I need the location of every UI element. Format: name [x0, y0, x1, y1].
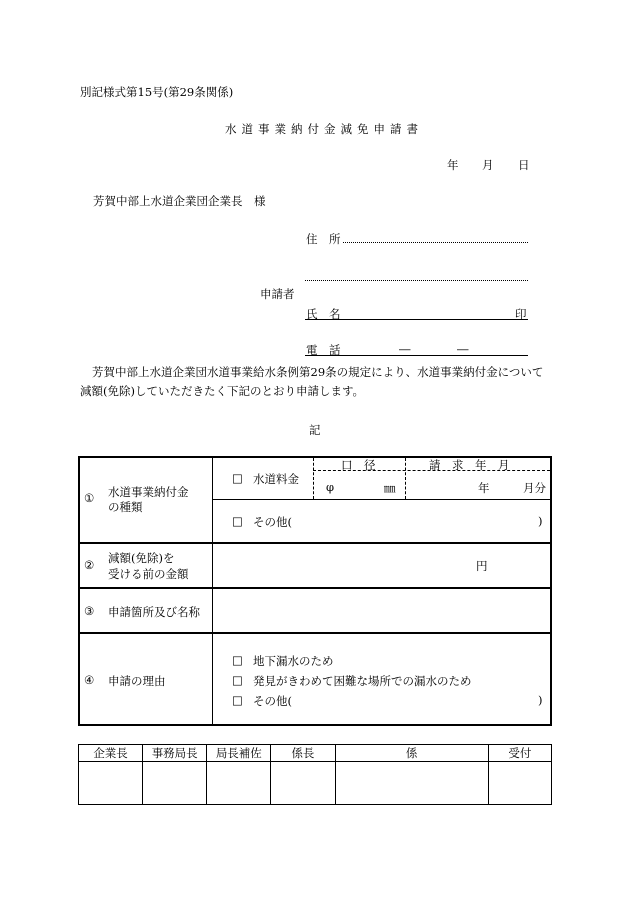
approval-header-uketsuke: 受付 [488, 745, 551, 762]
row2-number: ② [84, 558, 95, 572]
other-type-checkbox[interactable]: □ [232, 514, 243, 528]
date-month: 月 [482, 158, 494, 172]
subtable-divider-mid [405, 458, 406, 499]
approval-stamp-row [79, 762, 552, 805]
phone-label: 電 話 [306, 343, 341, 357]
approval-header-row [79, 745, 552, 762]
date-year: 年 [447, 158, 459, 172]
table-divider-3 [78, 632, 552, 634]
address-line-1[interactable] [343, 242, 528, 243]
phone-line[interactable] [305, 355, 528, 356]
other-type-paren-close: ) [538, 514, 543, 528]
row1-inner-divider [212, 499, 550, 500]
water-fee-label: 水道料金 [253, 472, 299, 486]
row3-label: 申請箇所及び名称 [108, 605, 200, 619]
billing-header: 請 求 年 月 [429, 458, 510, 472]
approval-header-jimukyokucho: 事務局長 [143, 745, 207, 762]
bore-header: 口 径 [341, 458, 376, 472]
water-fee-checkbox[interactable]: □ [232, 471, 243, 485]
name-label: 氏 名 [306, 307, 341, 321]
phone-dash-2: ― [457, 342, 469, 356]
approval-header-kakari: 係 [335, 745, 488, 762]
approval-header-kakaricho: 係長 [271, 745, 335, 762]
table-divider-1 [78, 542, 552, 544]
reason-2-label: 発見がきわめて困難な場所での漏水のため [253, 674, 472, 688]
reason-3-label: その他( [253, 694, 292, 708]
approval-header-kyokuchohosa: 局長補佐 [207, 745, 271, 762]
phone-dash-1: ― [399, 342, 411, 356]
approval-stamp-jimukyokucho[interactable] [143, 762, 207, 805]
applicant-label: 申請者 [260, 287, 295, 301]
approval-stamp-kigyocho[interactable] [79, 762, 143, 805]
approval-stamp-uketsuke[interactable] [488, 762, 551, 805]
row1-label-line2: の種類 [108, 500, 143, 514]
row4-label: 申請の理由 [108, 674, 166, 688]
approval-header-kigyocho: 企業長 [79, 745, 143, 762]
other-type-label: その他( [253, 515, 292, 529]
row1-label-line1: 水道事業納付金 [108, 485, 189, 499]
approval-stamp-kakari[interactable] [335, 762, 488, 805]
table-column-divider [212, 458, 213, 724]
approval-table [78, 744, 552, 805]
billing-month: 月分 [523, 481, 546, 495]
row3-number: ③ [84, 604, 95, 618]
subtable-divider-left [313, 458, 314, 499]
name-line[interactable] [305, 319, 528, 320]
page-title: 水道事業納付金減免申請書 [225, 122, 423, 136]
address-line-2[interactable] [305, 280, 528, 281]
address-label: 住 所 [306, 232, 341, 246]
mm-unit: ㎜ [384, 481, 396, 495]
reason-2-checkbox[interactable]: □ [232, 673, 243, 687]
reason-1-label: 地下漏水のため [253, 654, 334, 668]
request-text: 芳賀中部上水道企業団水道事業給水条例第29条の規定により、水道事業納付金について減額(免除)していただきたく下記のとおり申請します。 [80, 365, 544, 398]
ki-label: 記 [309, 423, 321, 437]
row1-number: ① [84, 491, 95, 505]
approval-stamp-kakaricho[interactable] [271, 762, 335, 805]
phi-symbol: φ [326, 480, 335, 494]
seal-mark: 印 [515, 307, 527, 321]
row2-label-line2: 受ける前の金額 [108, 567, 189, 581]
billing-year: 年 [478, 481, 490, 495]
form-number: 別記様式第15号(第29条関係) [80, 85, 234, 99]
reason-3-checkbox[interactable]: □ [232, 693, 243, 707]
reason-3-paren-close: ) [538, 693, 543, 707]
approval-stamp-kyokuchohosa[interactable] [207, 762, 271, 805]
yen-unit: 円 [476, 559, 488, 573]
addressee: 芳賀中部上水道企業団企業長 様 [93, 194, 266, 208]
reason-1-checkbox[interactable]: □ [232, 653, 243, 667]
row4-number: ④ [84, 673, 95, 687]
date-day: 日 [518, 158, 530, 172]
row2-label-line1: 減額(免除)を [108, 551, 175, 565]
table-divider-2 [78, 587, 552, 589]
